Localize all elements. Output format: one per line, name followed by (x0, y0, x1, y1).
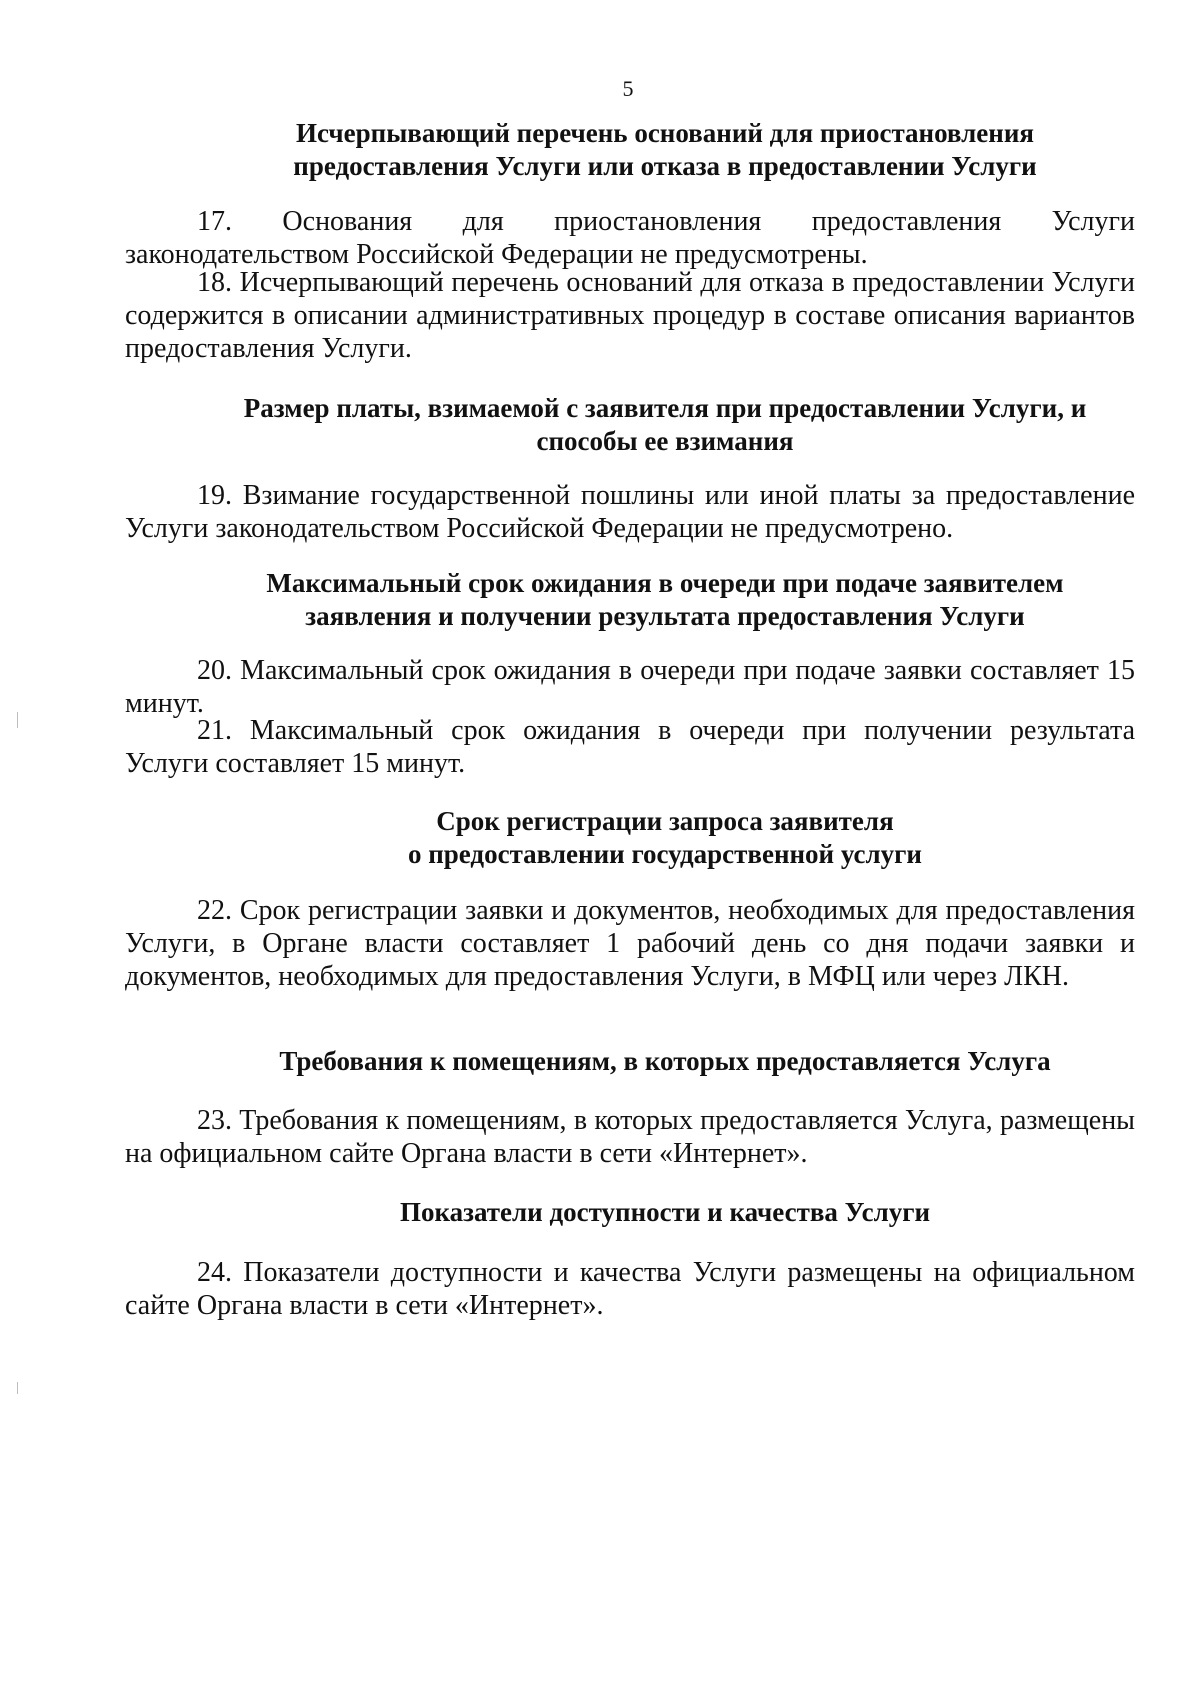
paragraph-18: 18. Исчерпывающий перечень оснований для отказа в предоставлении Услуги содержится в описании административных процедур в составе описания вариантов предоставления Услуги. (125, 267, 1135, 364)
heading-line: предоставления Услуги или отказа в предоставлении Услуги (293, 151, 1037, 181)
heading-line: Показатели доступности и качества Услуги (399, 1197, 931, 1227)
heading-line: способы ее взимания (536, 426, 794, 456)
paragraph-22: 22. Срок регистрации заявки и документов, необходимых для предоставления Услуги, в Органе власти составляет 1 рабочий день со дня подачи заявки и документов, необходимых для предоставления Услуги, в МФЦ или через ЛКН. (125, 895, 1135, 992)
scan-edge-mark (17, 1382, 18, 1394)
paragraph-17: 17. Основания для приостановления предоставления Услуги законодательством Российской Федерации не предусмотрены. (125, 206, 1135, 270)
heading-line: Срок регистрации запроса заявителя (436, 806, 894, 836)
paragraph-23: 23. Требования к помещениям, в которых предоставляется Услуга, размещены на официальном сайте Органа власти в сети «Интернет». (125, 1105, 1135, 1169)
page-number: 5 (622, 76, 634, 101)
section-heading-premises (125, 1045, 1200, 1078)
paragraph-21: 21. Максимальный срок ожидания в очереди при получении результата Услуги составляет 15 минут. (125, 715, 1135, 779)
section-heading-quality-indicators (125, 1196, 1200, 1229)
heading-line: Исчерпывающий перечень оснований для приостановления (295, 118, 1035, 148)
section-heading-registration-term (125, 805, 1200, 871)
heading-line: Максимальный срок ожидания в очереди при подаче заявителем (266, 568, 1064, 598)
heading-line: Размер платы, взимаемой с заявителя при предоставлении Услуги, и (243, 393, 1087, 423)
section-heading-fee (125, 392, 1200, 458)
paragraph-19: 19. Взимание государственной пошлины или иной платы за предоставление Услуги законодательством Российской Федерации не предусмотрено. (125, 480, 1135, 544)
heading-line: Требования к помещениям, в которых предоставляется Услуга (279, 1046, 1051, 1076)
paragraph-20: 20. Максимальный срок ожидания в очереди при подаче заявки составляет 15 минут. (125, 655, 1135, 719)
scan-edge-mark (17, 712, 18, 728)
heading-line: заявления и получении результата предоставления Услуги (305, 601, 1025, 631)
paragraph-24: 24. Показатели доступности и качества Услуги размещены на официальном сайте Органа власти в сети «Интернет». (125, 1257, 1135, 1321)
section-heading-suspension-grounds (125, 117, 1200, 183)
heading-line: о предоставлении государственной услуги (407, 839, 922, 869)
section-heading-queue-time (125, 567, 1200, 633)
